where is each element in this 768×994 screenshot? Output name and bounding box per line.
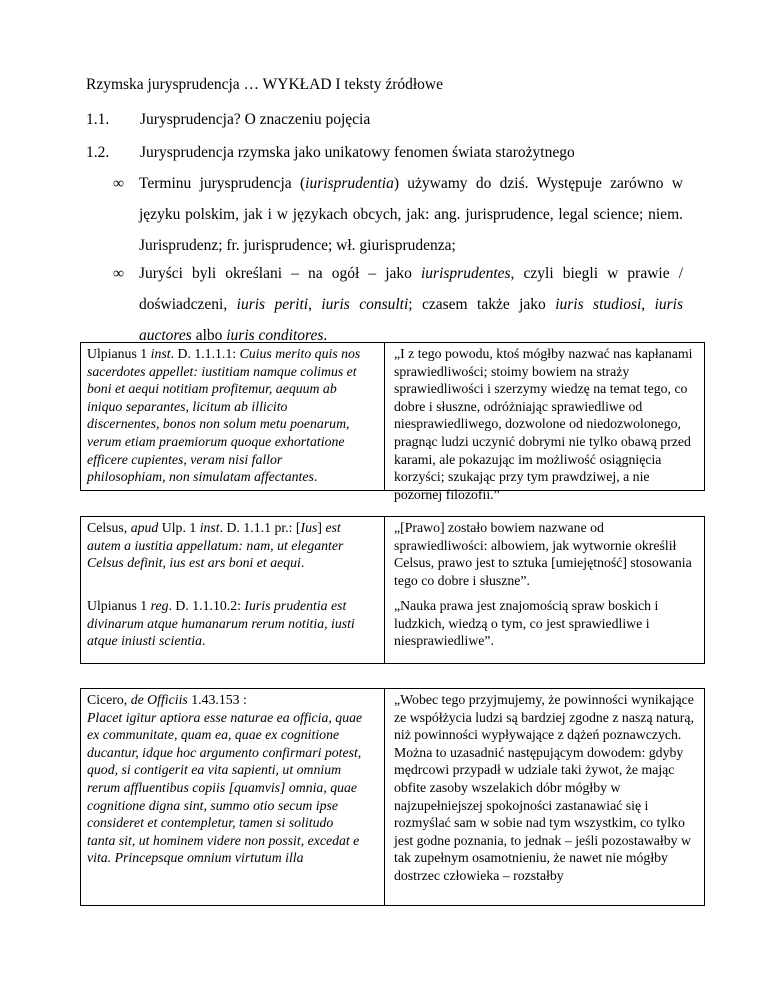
source-table-cicero (80, 688, 705, 906)
polish-translation-cell: „Wobec tego przyjmujemy, że powinności wynikające ze współżycia ludzi są bardziej zgodne z naszą naturą, niż powinności wypływające z dążeń poznawczych. Można to uzasadnić następującym dowodem: gdyby mędrcowi przypadł w udziale taki żywot, że mając obfite zasoby wszelakich dóbr mógłby w najzupełniejszej spokojności zastanawiać się i rozmyślać sam w sobie nad tym wszystkim, co tylko jest godne poznania, to jednak – jeśli pozostawałby w tak zupełnym osamotnieniu, że nawet nie mógłby dostrzec człowieka – rozstałby (394, 692, 694, 883)
section-heading: Jurysprudencja rzymska jako unikatowy fenomen świata starożytnego (140, 144, 575, 161)
source-table-ulpianus-inst (80, 342, 705, 502)
section-number: 1.2. (86, 144, 110, 161)
infinity-bullet-icon: ∞ (113, 175, 125, 192)
infinity-bullet-icon: ∞ (113, 265, 125, 282)
column-divider (384, 343, 385, 490)
latin-source-cell: Cicero, de Officiis 1.43.153 : Placet igitur aptiora esse naturae ea officia, quae ex communitate, quam ea, quae ex cognitione ducantur, idque hoc argumento confirmari potest, quod, si contigerit ea vita sapienti, ut omnium rerum affluentibus copiis [quamvis] omnia, quae cognitione digna sint, summo otio secum ipse consideret et contempletur, tamen si solitudo tanta sit, ut hominem videre non possit, excedat e vita. Princepsque omnium virtutum illa (87, 692, 363, 866)
document-title: Rzymska jurysprudencja … WYKŁAD I teksty źródłowe (86, 76, 443, 93)
polish-translation-cell: „[Prawo] zostało bowiem nazwane od sprawiedliwości: albowiem, jak wytwornie określił Celsus, prawo jest to sztuka [umiejętność] stosowania tego co dobre i słuszne”. (394, 520, 692, 588)
latin-source-cell: Celsus, apud Ulp. 1 inst. D. 1.1.1 pr.: [Ius] est autem a iustitia appellatum: nam, ut eleganter Celsus definit, ius est ars boni et aequi. (87, 520, 344, 571)
polish-translation-cell: „I z tego powodu, ktoś mógłby nazwać nas kapłanami sprawiedliwości; stoimy bowiem na straży sprawiedliwości i szerzymy wiedzę na temat tego, co dobre i słuszne, odróżniając sprawiedliwe od niesprawiedliwego, dozwolone od niedozwolonego, pragnąc ludzi uczynić dobrymi nie tylko obawą przed karami, ale pokazując im możliwość osiągnięcia korzyści; szukając przy tym prawdziwej, a nie pozornej filozofii.” (394, 346, 693, 502)
latin-source-cell: Ulpianus 1 inst. D. 1.1.1.1: Cuius merito quis nos sacerdotes appellet: iustitiam namque colimus et boni et aequi notitiam profitemur, aequum ab iniquo separantes, licitum ab illicito discernentes, bonos non solum metu poenarum, verum etiam praemiorum quoque exhortatione efficere cupientes, veram nisi fallor philosophiam, non simulatam affectantes. (87, 346, 361, 485)
source-table-celsus-ulpianus (80, 516, 705, 664)
section-number: 1.1. (86, 111, 110, 128)
latin-source-cell: Ulpianus 1 reg. D. 1.1.10.2: Iuris prudentia est divinarum atque humanarum rerum notitia, iusti atque iniusti scientia. (87, 598, 355, 649)
polish-translation-cell: „Nauka prawa jest znajomością spraw boskich i ludzkich, wiedzą o tym, co jest sprawiedliwe i niesprawiedliwe”. (394, 598, 659, 649)
bullet-item-jurists (113, 258, 683, 351)
bullet-text: Terminu jurysprudencja (iurisprudentia) używamy do dziś. Występuje zarówno w języku polskim, jak i w językach obcych, jak: ang. jurisprudence, legal science; niem. Jurisprudenz; fr. jurisprudence; wł. giurisprudenza; (139, 175, 683, 254)
section-heading: Jurysprudencja? O znaczeniu pojęcia (140, 111, 371, 128)
bullet-text: Juryści byli określani – na ogół – jako iurisprudentes, czyli biegli w prawie / doświadczeni, iuris periti, iuris consulti; czasem także jako iuris studiosi, iuris auctores albo iuris conditores. (139, 265, 684, 344)
column-divider (384, 517, 385, 663)
bullet-item-terminology (113, 168, 683, 261)
column-divider (384, 689, 385, 905)
